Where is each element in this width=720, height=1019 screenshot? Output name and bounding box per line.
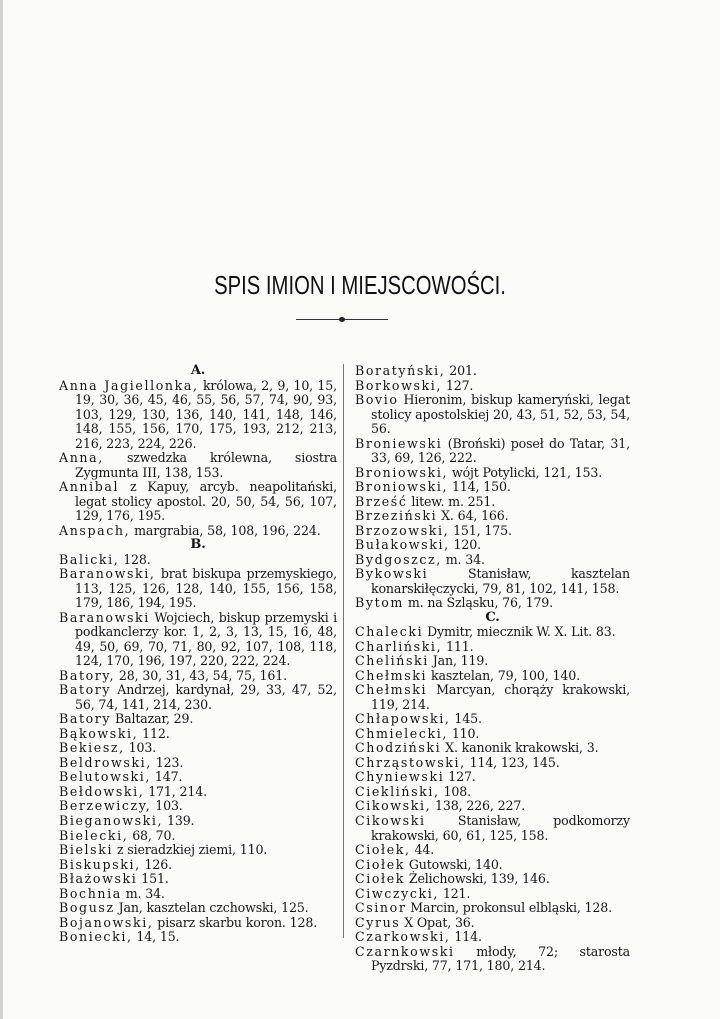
entry-name: Brzeziński — [355, 508, 438, 524]
entry-references: 121. — [438, 885, 471, 901]
index-entry — [355, 495, 630, 510]
entry-name: Biskupski, — [59, 856, 141, 872]
section-letter: A. — [190, 363, 206, 378]
entry-references: 114, 123, 145. — [465, 754, 560, 770]
entry-references: Gutowski, 140. — [405, 856, 503, 872]
entry-name: Bogusz — [59, 900, 115, 916]
entry-name: Cheliński — [355, 653, 429, 669]
index-entry — [355, 509, 630, 524]
index-entry — [355, 640, 630, 655]
index-entry — [355, 669, 630, 684]
entry-name: Bojanowski, — [59, 914, 154, 930]
index-entry — [355, 901, 630, 916]
entry-name: Batory — [59, 711, 112, 727]
entry-references: Jan, kasztelan czchowski, 125. — [114, 900, 309, 916]
index-entry — [355, 437, 630, 466]
index-entry — [355, 393, 630, 437]
entry-name: Balicki, — [59, 551, 120, 567]
index-entry — [59, 843, 337, 858]
entry-references: pisarz skarbu koron. 128. — [153, 914, 318, 930]
entry-name: Bykowski — [355, 566, 429, 582]
entry-references: brat biskupa przemyskiego, 113, 125, 126, 128, 140, 155, 156, 158, 179, 186, 194, 195. — [75, 566, 337, 611]
index-entry — [59, 567, 337, 611]
entry-name: Chłapowski, — [355, 711, 451, 727]
entry-references: litew. m. 251. — [407, 493, 496, 509]
entry-name: Chmielecki, — [355, 725, 448, 741]
index-column-left — [59, 364, 337, 945]
entry-references: X Opat, 36. — [400, 914, 475, 930]
entry-references: Andrzej, kardynał, 29, 33, 47, 52, 56, 74, 141, 214, 230. — [75, 682, 337, 712]
index-entry — [59, 916, 337, 931]
index-entry — [355, 799, 630, 814]
entry-name: Bytom — [355, 595, 404, 611]
entry-references: 171, 214. — [144, 783, 207, 799]
index-entry — [355, 379, 630, 394]
index-entry — [59, 480, 337, 524]
entry-name: Anspach, — [59, 522, 131, 538]
entry-references: kasztelan, 79, 100, 140. — [427, 667, 580, 683]
entry-name: Borkowski, — [355, 377, 442, 393]
index-entry — [355, 770, 630, 785]
index-entry — [59, 756, 337, 771]
entry-references: z Kapuy, arcyb. neapolitański, legat stolicy apostol. 20, 50, 54, 56, 107, 129, 176, 195. — [75, 479, 337, 524]
index-entry — [59, 770, 337, 785]
entry-references: 114, 150. — [448, 479, 511, 495]
index-entry — [355, 858, 630, 873]
entry-name: Anna, — [59, 450, 104, 466]
entry-references: m. 34. — [121, 885, 165, 901]
entry-name: Broniowski, — [355, 479, 449, 495]
index-entry — [355, 756, 630, 771]
index-entry — [355, 567, 630, 596]
index-entry — [355, 625, 630, 640]
index-entry — [355, 916, 630, 931]
index-entry — [355, 741, 630, 756]
entry-name: Anna Jagiellonka, — [59, 377, 199, 393]
entry-name: Belutowski, — [59, 769, 151, 785]
entry-name: Chrząstowski, — [355, 754, 466, 770]
entry-name: Berzewiczy, — [59, 798, 152, 814]
index-entry — [355, 945, 630, 974]
entry-name: Brzozowski, — [355, 522, 450, 538]
entry-references: Dymitr, miecznik W. X. Lit. 83. — [423, 624, 616, 640]
entry-name: Batory, — [59, 667, 116, 683]
entry-references: 112. — [138, 725, 170, 741]
index-entry — [355, 480, 630, 495]
index-entry — [355, 364, 630, 379]
index-entry — [355, 596, 630, 611]
index-entry — [355, 553, 630, 568]
index-entry — [355, 683, 630, 712]
entry-references: 147. — [151, 769, 183, 785]
entry-name: Chalecki — [355, 624, 424, 640]
entry-name: Broniewski — [355, 435, 443, 451]
entry-references: Jan, 119. — [428, 653, 489, 669]
index-entry — [355, 524, 630, 539]
entry-name: Chełmski — [355, 682, 428, 698]
index-entry — [355, 872, 630, 887]
index-entry — [355, 785, 630, 800]
entry-name: Bydgoszcz, — [355, 551, 442, 567]
entry-name: Beldrowski, — [59, 754, 152, 770]
title-ornament-dot — [339, 317, 345, 322]
index-entry — [355, 538, 630, 553]
section-letter: B. — [190, 537, 206, 553]
index-entry — [59, 379, 337, 452]
index-entry — [59, 814, 337, 829]
index-entry — [355, 712, 630, 727]
entry-name: Batory — [59, 682, 112, 698]
index-entry — [355, 727, 630, 742]
entry-references: szwedzka królewna, siostra Zygmunta III, 138, 153. — [75, 450, 337, 480]
entry-name: Cyrus — [355, 914, 401, 930]
entry-name: Brześć — [355, 493, 408, 509]
entry-name: Cikowski, — [355, 798, 432, 814]
entry-name: Bieganowski, — [59, 812, 164, 828]
index-entry — [59, 887, 337, 902]
entry-name: Chełmski — [355, 667, 428, 683]
entry-name: Baranowski — [59, 609, 150, 625]
entry-references: Baltazar, 29. — [111, 711, 194, 727]
entry-references: 28, 30, 31, 43, 54, 75, 161. — [115, 667, 287, 683]
entry-name: Błażowski — [59, 871, 138, 887]
index-entry — [59, 741, 337, 756]
entry-references: 103. — [124, 740, 157, 756]
entry-references: m. na Szląsku, 76, 179. — [403, 595, 554, 611]
index-entry — [355, 843, 630, 858]
entry-references: 127. — [444, 769, 476, 785]
entry-references: 139. — [163, 812, 195, 828]
entry-references: Hieronim, biskup kameryński, legat stolicy apostolskiej 20, 43, 51, 52, 53, 54, 56. — [371, 392, 630, 437]
entry-name: Czarkowski, — [355, 929, 451, 945]
index-entry — [355, 654, 630, 669]
entry-name: Ciołek, — [355, 842, 411, 858]
entry-references: Marcyan, chorąży krakowski, 119, 214. — [371, 682, 630, 712]
index-entry — [59, 858, 337, 873]
entry-references: 138, 226, 227. — [431, 798, 526, 814]
entry-name: Bekiesz, — [59, 740, 125, 756]
entry-references: 108. — [439, 783, 471, 799]
page-title: SPIS IMION I MIEJSCOWOŚCI. — [214, 270, 506, 300]
entry-references: (Broński) poseł do Tatar, 31, 33, 69, 126, 222. — [371, 435, 630, 466]
entry-name: Baranowski, — [59, 566, 156, 582]
entry-name: Czarnkowski — [355, 943, 455, 959]
entry-references: Stanisław, kasztelan konarskiłęczycki, 79, 81, 102, 141, 158. — [371, 566, 630, 596]
entry-references: 151. — [137, 871, 169, 887]
section-letter: C. — [485, 609, 500, 625]
index-entry — [59, 683, 337, 712]
index-column-right — [355, 364, 630, 974]
entry-name: Chodziński — [355, 740, 442, 756]
entry-name: Bąkowski, — [59, 725, 139, 741]
entry-references: 110. — [447, 725, 480, 741]
entry-name: Charliński, — [355, 638, 443, 654]
index-entry — [59, 901, 337, 916]
entry-name: Boniecki, — [59, 929, 133, 945]
index-entry — [59, 930, 337, 945]
entry-references: 151, 175. — [449, 522, 512, 538]
entry-name: Csinor — [355, 900, 407, 916]
entry-references: 126. — [140, 856, 172, 872]
entry-references: 201. — [445, 363, 477, 378]
index-entry — [355, 466, 630, 481]
index-entry — [59, 451, 337, 480]
entry-references: z sieradzkiej ziemi, 110. — [113, 842, 268, 858]
index-entry — [59, 829, 337, 844]
entry-name: Bielecki, — [59, 827, 129, 843]
entry-name: Boratyński, — [355, 363, 446, 378]
index-entry — [59, 727, 337, 742]
entry-references: 120. — [449, 537, 481, 553]
entry-references: Marcin, prokonsul elbląski, 128. — [406, 900, 612, 916]
entry-references: 68, 70. — [128, 827, 176, 843]
index-entry — [355, 930, 630, 945]
entry-references: 14, 15. — [132, 929, 180, 945]
index-entry — [355, 887, 630, 902]
index-entry — [59, 785, 337, 800]
entry-name: Bielski — [59, 842, 114, 858]
entry-name: Bochnia — [59, 885, 122, 901]
entry-name: Ciekliński, — [355, 783, 440, 799]
index-entry — [59, 553, 337, 568]
entry-references: 111. — [442, 638, 474, 654]
index-entry — [59, 611, 337, 669]
entry-name: Chyniewski — [355, 769, 445, 785]
entry-references: Żelichowski, 139, 146. — [405, 871, 550, 887]
entry-references: 145. — [450, 711, 482, 727]
index-entry — [59, 712, 337, 727]
entry-references: m. 34. — [441, 551, 485, 567]
entry-references: 103. — [151, 798, 183, 814]
entry-references: młody, 72; starosta Pyzdrski, 77, 171, 180, 214. — [371, 943, 630, 974]
entry-references: Wojciech, biskup przemyski i podkanclerzy kor. 1, 2, 3, 13, 15, 16, 48, 49, 50, 69, 70, 71, 80, 92, 107, 108, 118, 124, 170, 196, 197, 220, 222, 224. — [75, 609, 337, 669]
index-entry — [355, 814, 630, 843]
entry-name: Bovio — [355, 392, 399, 408]
column-divider — [343, 364, 344, 938]
entry-references: 127. — [441, 377, 474, 393]
entry-name: Cikowski — [355, 812, 426, 828]
entry-name: Ciwczycki, — [355, 885, 439, 901]
entry-name: Annibal — [59, 479, 120, 495]
entry-references: margrabia, 58, 108, 196, 224. — [130, 522, 321, 538]
page-edge — [0, 0, 3, 1019]
index-entry — [59, 872, 337, 887]
entry-name: Ciołek — [355, 871, 406, 887]
entry-references: X. 64, 166. — [437, 508, 509, 524]
entry-references: 114. — [450, 929, 482, 945]
entry-references: wójt Potylicki, 121, 153. — [448, 464, 603, 480]
entry-references: 128. — [119, 551, 151, 567]
entry-name: Bułakowski, — [355, 537, 450, 553]
entry-references: królowa, 2, 9, 10, 15, 19, 30, 36, 45, 46, 55, 56, 57, 74, 90, 93, 103, 129, 130, 136, 140, 141, 148, 146, 148, 155, 156, 170, 175, 193, 212, 213, 216, 223, 224, 226. — [75, 377, 337, 451]
entry-references: X. kanonik krakowski, 3. — [441, 740, 599, 756]
index-entry — [59, 669, 337, 684]
entry-references: Stanisław, podkomorzy krakowski, 60, 61, 125, 158. — [371, 812, 630, 843]
entry-references: 44. — [410, 842, 435, 858]
entry-name: Ciołek — [355, 856, 406, 872]
index-entry — [59, 799, 337, 814]
entry-references: 123. — [151, 754, 184, 770]
entry-name: Broniowski, — [355, 464, 449, 480]
index-entry — [59, 524, 337, 539]
entry-name: Bełdowski, — [59, 783, 145, 799]
